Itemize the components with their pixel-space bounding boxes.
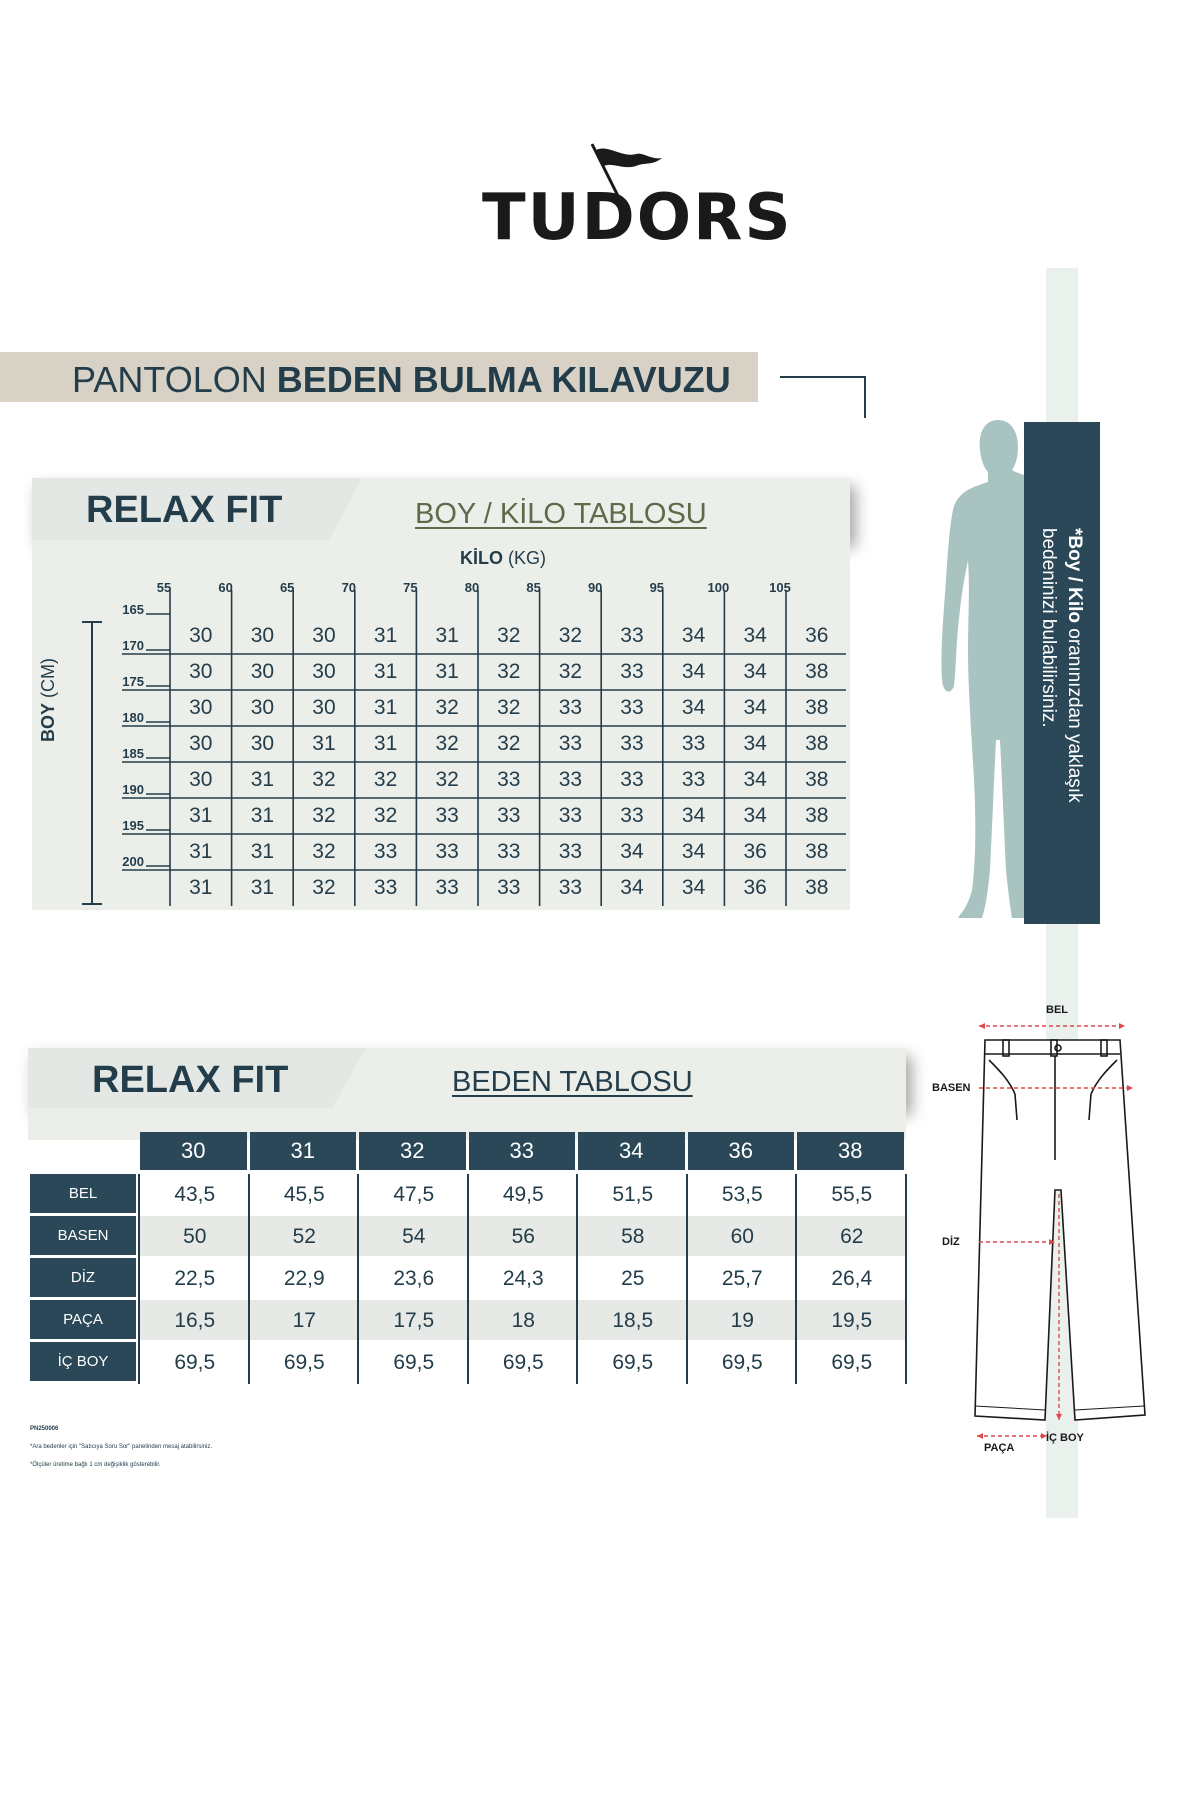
table-cell: 33 <box>620 696 644 719</box>
table-cell: 34 <box>743 624 767 647</box>
table-cell: 31 <box>373 660 398 683</box>
pants-label-basen: BASEN <box>932 1082 971 1094</box>
table-cell: 33 <box>373 840 398 863</box>
size-cell: 54 <box>402 1225 426 1248</box>
size-row-label: BEL <box>30 1174 136 1213</box>
table-cell: 33 <box>620 804 644 827</box>
size-col-line <box>795 1174 797 1384</box>
section-subtitle: BOY / KİLO TABLOSU <box>415 498 707 530</box>
table-cell: 34 <box>743 804 767 827</box>
table-cell: 30 <box>250 696 275 719</box>
table-cell: 32 <box>312 876 336 899</box>
kg-tick: 55 <box>156 580 172 595</box>
table-cell: 33 <box>558 804 583 827</box>
table-cell: 34 <box>681 804 706 827</box>
table-cell: 33 <box>497 804 521 827</box>
pants-label-diz: DİZ <box>942 1236 960 1248</box>
table-cell: 30 <box>250 624 275 647</box>
size-cell: 17 <box>292 1309 316 1332</box>
table-cell: 36 <box>743 840 767 863</box>
size-cell: 45,5 <box>283 1183 325 1206</box>
size-col-line <box>138 1174 140 1384</box>
table-cell: 33 <box>558 840 583 863</box>
size-cell: 69,5 <box>831 1351 873 1374</box>
boy-tick: 180 <box>122 710 144 725</box>
size-row-label: BASEN <box>30 1216 136 1255</box>
size-cell: 18,5 <box>612 1309 654 1332</box>
section-title: RELAX FIT <box>86 489 283 531</box>
section-title-2: RELAX FIT <box>92 1059 289 1101</box>
size-cell: 69,5 <box>283 1351 325 1374</box>
table-cell: 34 <box>620 840 644 863</box>
pants-label-ic-boy: İÇ BOY <box>1046 1432 1084 1444</box>
size-column-header: 32 <box>359 1132 466 1170</box>
side-info-text: *Boy / Kilo oranınızdan yaklaşık bedeninizi bulabilirsiniz. <box>1038 528 1085 803</box>
table-cell: 34 <box>743 696 767 719</box>
table-cell: 31 <box>373 624 398 647</box>
boy-axis-title: BOY (CM) <box>38 657 58 742</box>
size-cell: 25,7 <box>721 1267 763 1290</box>
size-col-line <box>467 1174 469 1384</box>
size-cell: 60 <box>730 1225 754 1248</box>
kg-tick: 80 <box>464 580 480 595</box>
table-cell: 31 <box>435 660 459 683</box>
table-cell: 32 <box>497 660 521 683</box>
size-cell: 47,5 <box>393 1183 435 1206</box>
table-cell: 34 <box>681 840 706 863</box>
table-cell: 30 <box>250 660 275 683</box>
table-cell: 33 <box>435 876 459 899</box>
table-cell: 33 <box>558 732 583 755</box>
table-cell: 32 <box>312 768 336 791</box>
size-row-label: DİZ <box>30 1258 136 1297</box>
table-cell: 33 <box>681 768 706 791</box>
size-cell: 62 <box>840 1225 864 1248</box>
table-cell: 30 <box>189 624 213 647</box>
kg-tick: 100 <box>707 580 730 595</box>
size-row-label: İÇ BOY <box>30 1342 136 1381</box>
table-cell: 38 <box>805 768 829 791</box>
size-cell: 22,9 <box>283 1267 325 1290</box>
boy-tick: 185 <box>122 746 144 761</box>
table-cell: 33 <box>620 624 644 647</box>
note-line-2: *Ölçüler üretime bağlı 1 cm değişiklik gösterebilir. <box>30 1462 161 1468</box>
size-col-line <box>576 1174 578 1384</box>
size-cell: 26,4 <box>831 1267 873 1290</box>
size-cell: 24,3 <box>502 1267 544 1290</box>
kg-tick: 70 <box>341 580 357 595</box>
size-cell: 19 <box>730 1309 754 1332</box>
table-cell: 30 <box>250 732 275 755</box>
kg-tick: 85 <box>526 580 541 595</box>
table-cell: 33 <box>681 732 706 755</box>
size-cell: 18 <box>511 1309 535 1332</box>
size-cell: 55,5 <box>831 1183 873 1206</box>
boy-tick: 165 <box>122 602 144 617</box>
table-cell: 34 <box>681 624 706 647</box>
table-cell: 38 <box>805 804 829 827</box>
table-cell: 30 <box>312 660 336 683</box>
kg-tick: 95 <box>649 580 665 595</box>
size-col-line <box>905 1174 907 1384</box>
size-cell: 58 <box>621 1225 645 1248</box>
table-cell: 33 <box>497 876 521 899</box>
table-cell: 33 <box>435 840 459 863</box>
size-cell: 52 <box>292 1225 316 1248</box>
table-cell: 32 <box>435 732 459 755</box>
table-cell: 36 <box>743 876 767 899</box>
table-cell: 30 <box>312 696 336 719</box>
table-cell: 32 <box>558 660 583 683</box>
table-cell: 31 <box>250 804 275 827</box>
table-cell: 33 <box>558 876 583 899</box>
size-row-label: PAÇA <box>30 1300 136 1339</box>
note-line-1: *Ara bedenler için "Satıcıya Soru Sor" panelinden mesaj atabilirsiniz. <box>30 1444 213 1450</box>
boy-tick: 175 <box>122 674 144 689</box>
size-cell: 43,5 <box>174 1183 216 1206</box>
table-cell: 31 <box>189 876 213 899</box>
table-cell: 31 <box>250 876 275 899</box>
size-cell: 22,5 <box>174 1267 216 1290</box>
size-cell: 17,5 <box>393 1309 435 1332</box>
size-cell: 16,5 <box>174 1309 216 1332</box>
boy-tick: 200 <box>122 854 144 869</box>
kg-tick: 65 <box>279 580 295 595</box>
table-cell: 31 <box>189 804 213 827</box>
table-cell: 33 <box>620 732 644 755</box>
page-title: PANTOLON BEDEN BULMA KILAVUZU <box>72 359 731 400</box>
table-cell: 33 <box>497 768 521 791</box>
table-cell: 33 <box>620 768 644 791</box>
boy-tick: 195 <box>122 818 144 833</box>
product-code: PN250006 <box>30 1426 59 1432</box>
size-col-line <box>686 1174 688 1384</box>
table-cell: 34 <box>743 732 767 755</box>
table-cell: 32 <box>373 804 398 827</box>
size-column-header: 30 <box>140 1132 247 1170</box>
table-cell: 30 <box>312 624 336 647</box>
boy-tick: 190 <box>122 782 144 797</box>
table-cell: 32 <box>435 696 459 719</box>
size-cell: 25 <box>621 1267 645 1290</box>
table-cell: 32 <box>312 840 336 863</box>
size-cell: 19,5 <box>831 1309 873 1332</box>
table-cell: 31 <box>189 840 213 863</box>
kg-tick: 60 <box>218 580 233 595</box>
table-cell: 30 <box>189 768 213 791</box>
size-column-header: 31 <box>250 1132 357 1170</box>
table-cell: 31 <box>373 732 398 755</box>
kilo-axis-title: KİLO (KG) <box>460 548 547 568</box>
table-cell: 38 <box>805 660 829 683</box>
kg-tick: 90 <box>587 580 603 595</box>
table-cell: 30 <box>189 732 213 755</box>
table-cell: 32 <box>497 732 521 755</box>
table-cell: 32 <box>497 696 521 719</box>
table-cell: 31 <box>250 768 275 791</box>
table-cell: 34 <box>681 660 706 683</box>
size-column-header: 38 <box>797 1132 904 1170</box>
table-cell: 33 <box>435 804 459 827</box>
table-cell: 32 <box>373 768 398 791</box>
boy-tick: 170 <box>122 638 144 653</box>
table-cell: 33 <box>558 696 583 719</box>
table-cell: 31 <box>435 624 459 647</box>
size-column-header: 33 <box>469 1132 576 1170</box>
pants-label-paca: PAÇA <box>984 1442 1015 1454</box>
size-col-line <box>357 1174 359 1384</box>
table-cell: 32 <box>312 804 336 827</box>
table-cell: 31 <box>312 732 336 755</box>
kg-tick: 105 <box>769 580 791 595</box>
size-cell: 69,5 <box>393 1351 435 1374</box>
size-cell: 49,5 <box>502 1183 544 1206</box>
table-cell: 34 <box>743 768 767 791</box>
table-cell: 32 <box>497 624 521 647</box>
table-cell: 38 <box>805 840 829 863</box>
table-cell: 34 <box>743 660 767 683</box>
table-cell: 38 <box>805 696 829 719</box>
pants-diagram-icon <box>955 1010 1160 1450</box>
table-cell: 32 <box>435 768 459 791</box>
size-cell: 56 <box>511 1225 535 1248</box>
size-cell: 50 <box>183 1225 207 1248</box>
table-cell: 30 <box>189 696 213 719</box>
table-cell: 31 <box>373 696 398 719</box>
kg-tick: 75 <box>403 580 418 595</box>
size-cell: 53,5 <box>721 1183 763 1206</box>
size-cell: 69,5 <box>612 1351 654 1374</box>
table-cell: 32 <box>558 624 583 647</box>
size-cell: 51,5 <box>612 1183 654 1206</box>
table-cell: 33 <box>558 768 583 791</box>
table-cell: 31 <box>250 840 275 863</box>
table-cell: 30 <box>189 660 213 683</box>
size-cell: 69,5 <box>502 1351 544 1374</box>
table-cell: 33 <box>620 660 644 683</box>
brand-logo: TUDORS <box>482 181 793 255</box>
table-cell: 34 <box>681 876 706 899</box>
table-cell: 33 <box>373 876 398 899</box>
table-cell: 34 <box>620 876 644 899</box>
size-cell: 69,5 <box>721 1351 763 1374</box>
size-cell: 23,6 <box>393 1267 435 1290</box>
table-cell: 38 <box>805 876 829 899</box>
section-subtitle-2: BEDEN TABLOSU <box>452 1066 693 1098</box>
size-cell: 69,5 <box>174 1351 216 1374</box>
table-cell: 38 <box>805 732 829 755</box>
table-cell: 34 <box>681 696 706 719</box>
pants-label-bel: BEL <box>1046 1004 1068 1016</box>
table-cell: 36 <box>805 624 829 647</box>
size-column-header: 34 <box>578 1132 685 1170</box>
table-cell: 33 <box>497 840 521 863</box>
size-col-line <box>248 1174 250 1384</box>
size-column-header: 36 <box>688 1132 795 1170</box>
